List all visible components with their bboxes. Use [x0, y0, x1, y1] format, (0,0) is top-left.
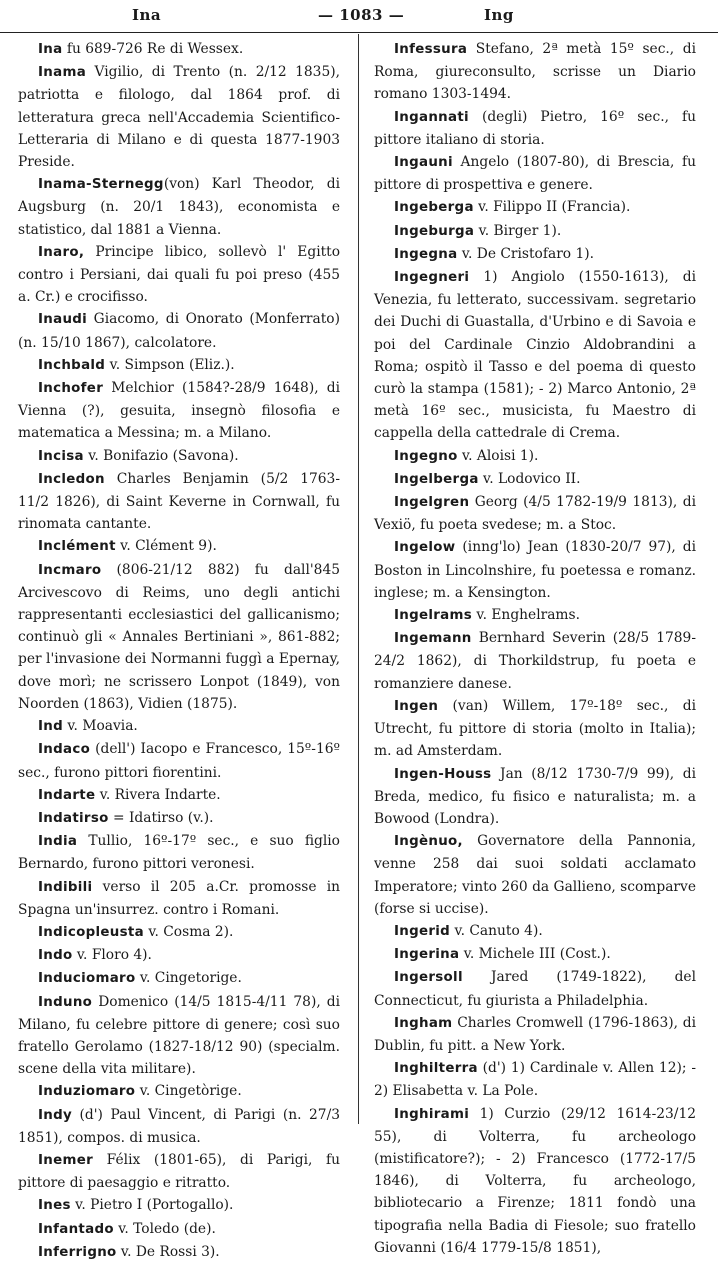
dictionary-entry [374, 38, 696, 106]
dictionary-entry [374, 1103, 696, 1259]
dictionary-entry [18, 738, 340, 783]
entry-headword: Ingeberga [394, 200, 474, 216]
entry-headword: Ingelrams [394, 608, 473, 624]
entry-text: Principe libico, sollevò l' Egitto contro i Persiani, dai quali fu poi preso (455 a. Cr.) e crocifisso. [18, 243, 340, 306]
dictionary-entry [374, 1057, 696, 1102]
entry-text: Charles Benjamin (5/2 1763-11/2 1826), di Saint Keverne in Cornwall, fu rinomata cantante. [18, 470, 340, 533]
entry-text: (dell') Iacopo e Francesco, 15º-16º sec., furono pittori fiorentini. [18, 741, 340, 781]
page-header [0, 2, 718, 33]
page-number: — 1083 — [318, 6, 405, 24]
entry-text: v. Bonifazio (Savona). [83, 447, 239, 464]
dictionary-entry [374, 445, 696, 468]
dictionary-entry [18, 1149, 340, 1194]
entry-text: Giacomo, di Onorato (Monferrato) (n. 15/10 1867), calcolatore. [18, 311, 340, 351]
entry-text: fu 689-726 Re di Wessex. [62, 41, 244, 57]
entry-text: Domenico (14/5 1815-4/11 78), di Milano, fu celebre pittore di genere; così suo fratello Gerolamo (1827-18/12 90) (specialm. scene della vita militare). [18, 993, 340, 1078]
dictionary-entry [374, 468, 696, 491]
dictionary-entry [18, 807, 340, 830]
dictionary-entry [374, 491, 696, 536]
entry-headword: India [38, 834, 78, 850]
entry-text: (inng'lo) Jean (1830-20/7 97), di Boston in Lincolnshire, fu poetessa e romanz. inglese; m. a Kensington. [374, 539, 696, 601]
entry-headword: Ingen-Houss [394, 766, 492, 782]
dictionary-entry [18, 876, 340, 921]
dictionary-entry [374, 151, 696, 196]
dictionary-entry [18, 1104, 340, 1149]
entry-text: v. Simpson (Eliz.). [105, 356, 235, 373]
dictionary-entry [18, 944, 340, 967]
entry-headword: Ingen [394, 698, 439, 714]
entry-headword: Inaudi [38, 312, 88, 328]
entry-headword: Ingerina [394, 947, 460, 963]
dictionary-entry [18, 967, 340, 990]
entry-text: Tullio, 16º-17º sec., e suo figlio Bernardo, furono pittori veronesi. [18, 833, 340, 873]
header-left-guide-word: Ina [132, 6, 162, 24]
entry-text: v. Canuto 4). [450, 922, 543, 939]
entry-text: Vigilio, di Trento (n. 2/12 1835), patriotta e filologo, dal 1864 prof. di letteratura greca nell'Accademia Scientifico-Letteraria di Milano e di questa 1877-1903 Preside. [18, 64, 340, 171]
entry-headword: Ingemann [394, 631, 472, 647]
entry-text: v. Rivera Indarte. [95, 786, 221, 803]
entry-headword: Indicopleusta [38, 924, 144, 940]
dictionary-entry [18, 241, 340, 309]
entry-text: v. Cingetorige. [135, 970, 242, 987]
dictionary-entry [374, 243, 696, 266]
dictionary-entry [374, 266, 696, 445]
entry-text: (degli) Pietro, 16º sec., fu pittore italiano di storia. [374, 108, 696, 148]
entry-text: Stefano, 2ª metà 15º sec., di Roma, giureconsulto, scrisse un Diario romano 1303-1494. [374, 41, 696, 103]
entry-headword: Indy [38, 1107, 73, 1123]
entry-text: v. Clément 9). [115, 538, 217, 555]
entry-headword: Incledon [38, 471, 105, 487]
entry-text: (d') 1) Cardinale v. Allen 12); - 2) Elisabetta v. La Pole. [374, 1060, 696, 1100]
entry-text: 1) Curzio (29/12 1614-23/12 55), di Volterra, fu archeologo (mistificatore?); - 2) Francesco (1772-17/5 1846), di Volterra, fu archeologo, bibliotecario a Firenze; 1811 fondò una tipografia nella Badia di Fiesole; suo fratello Giovanni (16/4 1779-15/8 1851), [374, 1105, 696, 1256]
entry-headword: Ind [38, 719, 64, 735]
entry-headword: Inghilterra [394, 1061, 478, 1077]
entry-headword: Ingeburga [394, 223, 475, 239]
dictionary-entry [374, 196, 696, 219]
entry-text: Melchior (1584?-28/9 1648), di Vienna (?), gesuita, insegnò filosofia e matematica a Messina; m. a Milano. [18, 380, 340, 442]
dictionary-entry [18, 535, 340, 558]
dictionary-entry [18, 559, 340, 715]
dictionary-entry [18, 991, 340, 1081]
dictionary-entry [18, 921, 340, 944]
entry-headword: Inchbald [38, 357, 106, 373]
entry-headword: Ina [38, 42, 63, 57]
dictionary-entry [18, 173, 340, 241]
dictionary-entry [18, 308, 340, 353]
dictionary-entry [18, 468, 340, 536]
entry-text: v. Enghelrams. [472, 607, 580, 624]
entry-text: (806-21/12 882) fu dall'845 Arcivescovo di Reims, uno degli antichi rappresentanti ecclesiastici del gallicanismo; continuò gli « Annales Bertiniani », 861-882; per l'invasione dei Normanni fuggì a Epernay, dove morì; ne scrissero Lonpot (1849), von Noorden (1863), Vidien (1875). [18, 561, 340, 712]
entry-headword: Ingelgren [394, 495, 470, 511]
entry-headword: Incmaro [38, 562, 102, 578]
dictionary-entry [18, 830, 340, 875]
entry-headword: Incisa [38, 448, 84, 464]
entry-headword: Ingelberga [394, 471, 479, 487]
entry-headword: Indibili [38, 879, 93, 895]
entry-text: v. Cosma 2). [143, 923, 234, 940]
entry-headword: Inemer [38, 1152, 94, 1168]
entry-text: v. Filippo II (Francia). [473, 199, 631, 216]
entry-headword: Induziomaro [38, 1084, 136, 1100]
entry-text: Georg (4/5 1782-19/9 1813), di Vexiö, fu poeta svedese; m. a Stoc. [374, 494, 696, 534]
dictionary-entry [374, 920, 696, 943]
entry-headword: Ingegna [394, 246, 458, 262]
dictionary-entry [374, 604, 696, 627]
entry-text: 1) Angiolo (1550-1613), di Venezia, fu letterato, successivam. segretario dei Duchi di Guastalla, d'Urbino e di Savoia e poi del Cardinale Cinzio Aldobrandini a Roma; ospitò il Tasso e del poema di questo curò la stampa (1581); - 2) Marco Antonio, 2ª metà 16º sec., musicista, fu Maestro di cappella della cattedrale di Crema. [374, 269, 696, 442]
dictionary-entry [374, 106, 696, 151]
dictionary-entry [18, 1194, 340, 1217]
entry-headword: Indarte [38, 787, 96, 803]
entry-headword: Inaro, [38, 244, 85, 260]
header-right-guide-word: Ing [484, 6, 514, 24]
column-divider [358, 34, 359, 1124]
left-column [18, 38, 340, 1264]
entry-text: Bernhard Severin (28/5 1789-24/2 1862), di Thorkildstrup, fu poeta e romanziere danese. [374, 630, 696, 692]
entry-text: (van) Willem, 17º-18º sec., di Utrecht, fu pittore di storia (molto in Italia); m. ad Amsterdam. [374, 697, 696, 760]
entry-text: v. Moavia. [63, 718, 138, 735]
dictionary-entry [374, 627, 696, 695]
dictionary-entry [374, 220, 696, 243]
entry-headword: Ines [38, 1198, 71, 1214]
entry-text: Angelo (1807-80), di Brescia, fu pittore di prospettiva e genere. [374, 154, 696, 194]
entry-text: v. De Cristofaro 1). [457, 245, 595, 262]
dictionary-entry [18, 445, 340, 468]
entry-headword: Inghirami [394, 1106, 470, 1122]
entry-text: = Idatirso (v.). [108, 809, 214, 826]
entry-headword: Ingegneri [394, 270, 470, 286]
entry-text: (von) Karl Theodor, di Augsburg (n. 20/1 1843), economista e statistico, dal 1881 a Vienna. [18, 176, 340, 238]
entry-headword: Ingannati [394, 109, 469, 125]
dictionary-entry [374, 763, 696, 831]
entry-headword: Indatirso [38, 810, 109, 826]
entry-headword: Infessura [394, 42, 468, 57]
entry-headword: Inclément [38, 539, 116, 555]
dictionary-entry [18, 61, 340, 173]
dictionary-entry [18, 1241, 340, 1264]
entry-text: v. Pietro I (Portogallo). [70, 1197, 234, 1214]
dictionary-entry [18, 784, 340, 807]
entry-text: v. Lodovico II. [478, 470, 581, 487]
entry-text: v. Cingetòrige. [135, 1083, 242, 1100]
entry-text: Charles Cromwell (1796-1863), di Dublin, fu pitt. a New York. [374, 1014, 696, 1054]
dictionary-entry [18, 377, 340, 445]
dictionary-entry [374, 943, 696, 966]
entry-text: v. Floro 4). [72, 947, 152, 964]
entry-headword: Ingerid [394, 923, 451, 939]
entry-headword: Inferrigno [38, 1244, 117, 1260]
entry-text: Félix (1801-65), di Parigi, fu pittore di paesaggio e ritratto. [18, 1151, 340, 1192]
right-column [374, 38, 696, 1259]
entry-headword: Ingegno [394, 448, 458, 464]
entry-text: Jared (1749-1822), del Connecticut, fu giurista a Philadelphia. [374, 969, 696, 1009]
entry-headword: Ingauni [394, 155, 453, 171]
entry-headword: Inchofer [38, 381, 104, 397]
dictionary-entry [18, 1218, 340, 1241]
dictionary-entry [18, 354, 340, 377]
entry-text: v. Toledo (de). [113, 1220, 216, 1237]
dictionary-entry [18, 38, 340, 61]
dictionary-entry [374, 1012, 696, 1057]
entry-text: v. Aloisi 1). [457, 447, 539, 464]
dictionary-entry [18, 1080, 340, 1103]
entry-text: Governatore della Pannonia, venne 258 dai suoi soldati acclamato Imperatore; vinto 260 da Gallieno, scomparve (forse si uccise). [374, 833, 696, 917]
entry-text: v. Birger 1). [474, 222, 562, 239]
dictionary-entry [374, 966, 696, 1011]
entry-headword: Infantado [38, 1221, 114, 1237]
entry-headword: Ingersoll [394, 970, 463, 986]
dictionary-entry [374, 695, 696, 763]
entry-headword: Ingham [394, 1015, 453, 1031]
entry-headword: Indaco [38, 742, 91, 758]
entry-headword: Inama [38, 65, 87, 81]
entry-headword: Inama-Sternegg [38, 177, 164, 193]
entry-text: v. De Rossi 3). [116, 1243, 220, 1260]
dictionary-entry [18, 715, 340, 738]
entry-headword: Induno [38, 994, 93, 1010]
dictionary-entry [374, 536, 696, 604]
entry-headword: Induciomaro [38, 971, 136, 987]
entry-text: verso il 205 a.Cr. promosse in Spagna un'insurrez. contro i Romani. [18, 878, 340, 918]
entry-headword: Ingelow [394, 540, 456, 556]
entry-headword: Ingènuo, [394, 834, 463, 850]
entry-text: v. Michele III (Cost.). [459, 946, 611, 963]
entry-text: Jan (8/12 1730-7/9 99), di Breda, medico, fu fisico e naturalista; m. a Bowood (Londra). [374, 765, 696, 827]
dictionary-entry [374, 830, 696, 920]
entry-headword: Indo [38, 948, 73, 964]
entry-text: (d') Paul Vincent, di Parigi (n. 27/3 1851), compos. di musica. [18, 1106, 340, 1146]
